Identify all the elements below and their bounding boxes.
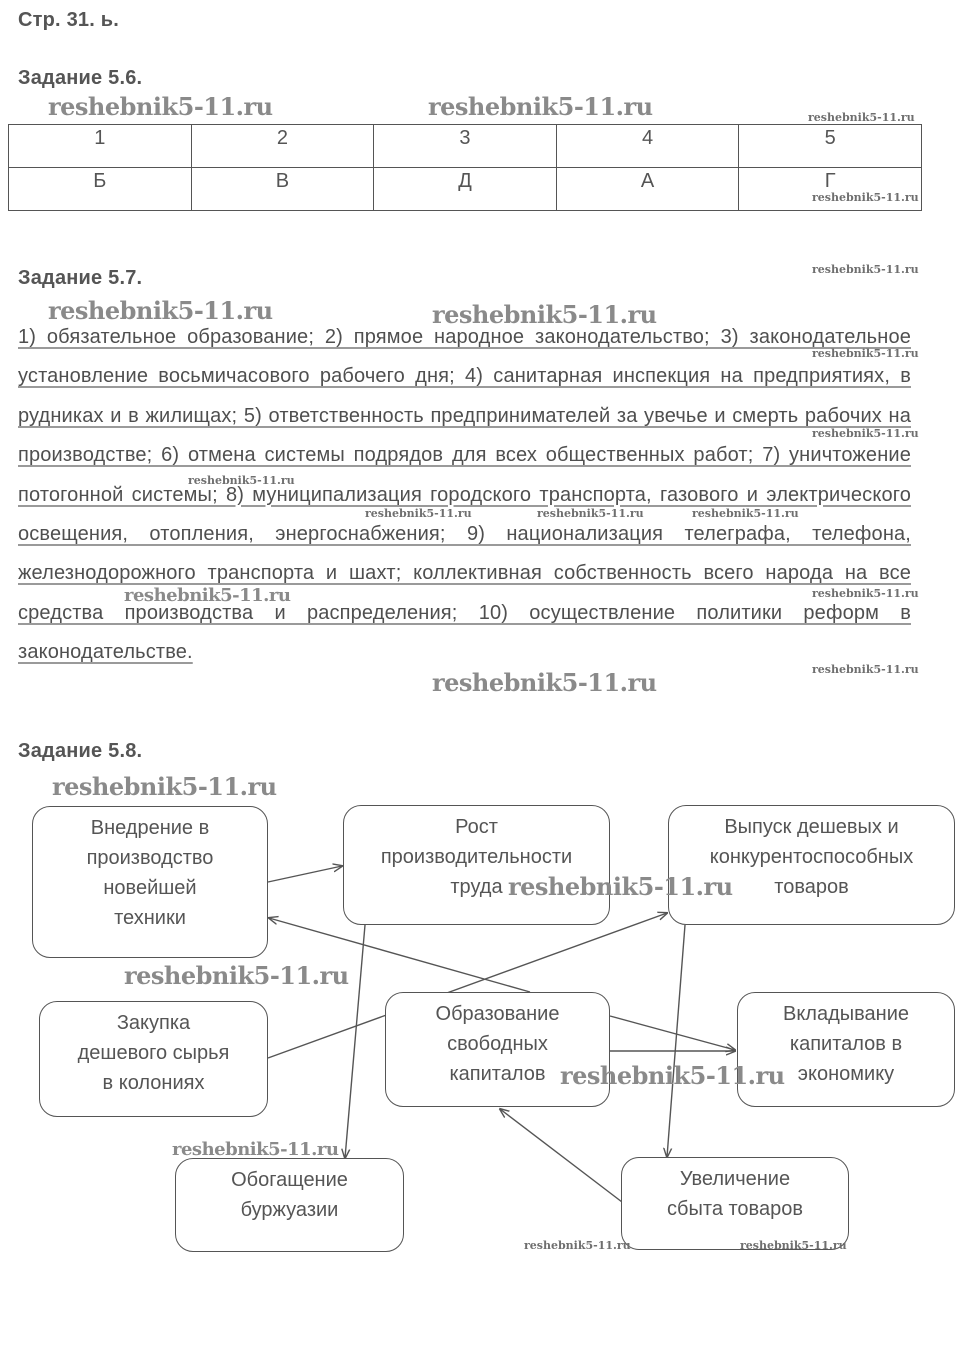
box-line: свободных [447, 1033, 548, 1055]
watermark: reshebnik5-11.ru [52, 772, 277, 801]
watermark-small: reshebnik5-11.ru [188, 474, 295, 487]
watermark: reshebnik5-11.ru [48, 296, 273, 325]
box-bourgeoisie [175, 1158, 404, 1252]
watermark: reshebnik5-11.ru [124, 585, 291, 606]
watermark-small: reshebnik5-11.ru [740, 1239, 847, 1252]
box-line: Обогащение [231, 1169, 348, 1191]
watermark-small: reshebnik5-11.ru [537, 507, 644, 520]
box-line: Выпуск дешевых и [724, 816, 899, 838]
box-line: техники [114, 907, 186, 929]
arrow-productivity-to-bourgeoisie [345, 925, 365, 1158]
table-cell: 3 [374, 125, 557, 168]
watermark-small: reshebnik5-11.ru [812, 347, 919, 360]
task-5-6-title: Задание 5.6. [18, 67, 143, 89]
box-productivity [343, 805, 610, 925]
box-line: в колониях [102, 1072, 205, 1094]
box-line: производство [86, 847, 214, 869]
box-raw-materials [39, 1001, 268, 1117]
box-line: Увеличение [679, 1168, 791, 1190]
box-line: сбыта товаров [667, 1198, 803, 1220]
page-header: Стр. 31. ь. [18, 9, 119, 31]
table-cell: Г [739, 168, 922, 211]
box-line: Внедрение в [90, 817, 210, 839]
watermark: reshebnik5-11.ru [432, 668, 657, 697]
watermark-small: reshebnik5-11.ru [692, 507, 799, 520]
table-cell: 4 [556, 125, 739, 168]
box-line: производительности [380, 846, 573, 868]
table-cell: 2 [191, 125, 374, 168]
watermark: reshebnik5-11.ru [428, 92, 653, 121]
table-cell: Б [9, 168, 192, 211]
box-line: капиталов [449, 1063, 546, 1085]
arrow-capital-to-investment-1 [610, 1016, 735, 1050]
watermark: reshebnik5-11.ru [48, 92, 273, 121]
box-cheap-goods [668, 805, 955, 925]
arrow-cheapgoods-to-sales [667, 925, 685, 1157]
box-line: Образование [435, 1003, 560, 1025]
watermark: reshebnik5-11.ru [560, 1061, 785, 1090]
watermark-small: reshebnik5-11.ru [812, 263, 919, 276]
task-5-7-text: 1) обязательное образование; 2) прямое народное законодательство; 3) законодательное установление восьмичасового рабочего дня; 4) санитарная инспекция на предприятиях, в рудниках и в жилищах; 5) ответственность предпринимателей за увечье и смерть рабочих на производстве; 6) отмена системы подрядов для всех общественных работ; 7) уничтожение потогонной системы; 8) муниципализация городского транспорта, газового и электрического освещения, отопления, энергоснабжения; 9) национализация телеграфа, телефона, железнодорожного транспорта и шахт; коллективная собственность всего народа на все средства производства и распределения; 10) осуществление политики реформ в законодательстве. [18, 326, 911, 664]
table-cell: А [556, 168, 739, 211]
arrow-sales-to-capital [500, 1109, 622, 1202]
watermark: reshebnik5-11.ru [508, 872, 733, 901]
box-line: экономику [797, 1063, 895, 1085]
box-line: новейшей [103, 877, 197, 899]
box-line: конкурентоспособных [709, 846, 914, 868]
box-line: труда [450, 876, 503, 898]
watermark-small: reshebnik5-11.ru [524, 1239, 631, 1252]
watermark: reshebnik5-11.ru [172, 1139, 339, 1160]
box-line: Рост [455, 816, 498, 838]
watermark-small: reshebnik5-11.ru [808, 111, 915, 124]
box-line: капиталов в [789, 1033, 903, 1055]
table-cell: Д [374, 168, 557, 211]
box-line: буржуазии [240, 1199, 339, 1221]
table-cell: В [191, 168, 374, 211]
box-innovation [32, 806, 268, 958]
box-line: товаров [774, 876, 849, 898]
box-line: дешевого сырья [77, 1042, 230, 1064]
watermark-small: reshebnik5-11.ru [812, 663, 919, 676]
watermark-small: reshebnik5-11.ru [812, 587, 919, 600]
watermark-small: reshebnik5-11.ru [812, 191, 919, 204]
watermark-small: reshebnik5-11.ru [365, 507, 472, 520]
box-line: Закупка [116, 1012, 191, 1034]
task-5-7-title: Задание 5.7. [18, 267, 143, 289]
task-5-8-title: Задание 5.8. [18, 740, 143, 762]
watermark: reshebnik5-11.ru [124, 961, 349, 990]
arrow-innovation-to-productivity [268, 866, 342, 882]
box-sales [621, 1157, 849, 1250]
table-cell: 5 [739, 125, 922, 168]
table-cell: 1 [9, 125, 192, 168]
watermark-small: reshebnik5-11.ru [812, 427, 919, 440]
box-line: Вкладывание [782, 1003, 909, 1025]
watermark: reshebnik5-11.ru [432, 300, 657, 329]
